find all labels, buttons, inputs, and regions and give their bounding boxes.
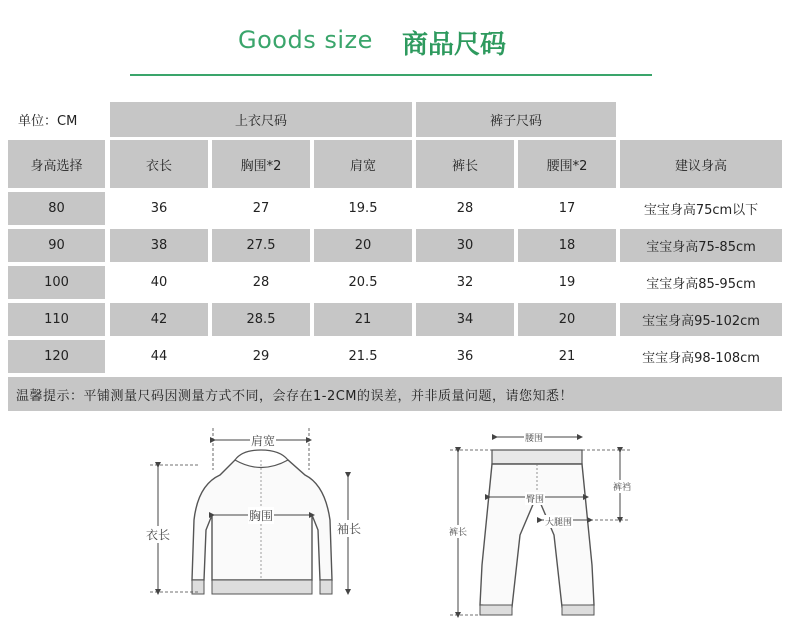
title-chinese: 商品尺码	[402, 30, 507, 60]
cell-chest: 27.5	[212, 229, 310, 262]
table-row	[8, 303, 782, 336]
table-header-row	[8, 140, 782, 188]
measurement-notice: 温馨提示：平铺测量尺码因测量方式不同，会存在1-2CM的误差，并非质量问题，请您知悉！	[8, 377, 782, 411]
label-hip: 臀围	[525, 492, 545, 505]
group-top-size: 上衣尺码	[110, 102, 412, 137]
cell-size: 110	[8, 303, 105, 336]
cell-shoulder: 20.5	[314, 266, 412, 299]
cell-shoulder: 19.5	[314, 192, 412, 225]
cell-suggested-height: 宝宝身高75cm以下	[620, 192, 782, 225]
cell-pants-length: 36	[416, 340, 514, 373]
group-pants-size: 裤子尺码	[416, 102, 616, 137]
col-top-length: 衣长	[110, 140, 208, 188]
label-pants-length: 裤长	[448, 525, 468, 538]
col-waist: 腰围*2	[518, 140, 616, 188]
cell-size: 100	[8, 266, 105, 299]
label-waist: 腰围	[524, 431, 544, 444]
cell-chest: 28.5	[212, 303, 310, 336]
cell-suggested-height: 宝宝身高85-95cm	[620, 266, 782, 299]
pants-measure-diagram	[440, 425, 650, 630]
col-pants-length: 裤长	[416, 140, 514, 188]
cell-chest: 27	[212, 192, 310, 225]
cell-pants-length: 30	[416, 229, 514, 262]
cell-shoulder: 21.5	[314, 340, 412, 373]
col-chest: 胸围*2	[212, 140, 310, 188]
cell-chest: 28	[212, 266, 310, 299]
label-shoulder: 肩宽	[251, 434, 276, 448]
cell-pants-length: 32	[416, 266, 514, 299]
cell-top-length: 40	[110, 266, 208, 299]
cell-top-length: 38	[110, 229, 208, 262]
title-divider	[130, 74, 652, 76]
label-thigh: 大腿围	[544, 515, 573, 528]
cell-waist: 18	[518, 229, 616, 262]
cell-suggested-height: 宝宝身高95-102cm	[620, 303, 782, 336]
col-height-select: 身高选择	[8, 140, 105, 188]
cell-pants-length: 34	[416, 303, 514, 336]
cell-size: 120	[8, 340, 105, 373]
top-measure-diagram	[140, 420, 390, 635]
label-rise: 裤裆	[612, 480, 632, 493]
unit-label: 单位：CM	[8, 102, 105, 137]
table-row	[8, 266, 782, 299]
cell-top-length: 42	[110, 303, 208, 336]
table-row	[8, 229, 782, 262]
page-header	[0, 0, 790, 80]
title-english: Goods size	[238, 26, 373, 54]
col-suggested-height: 建议身高	[620, 140, 782, 188]
cell-size: 90	[8, 229, 105, 262]
cell-pants-length: 28	[416, 192, 514, 225]
cell-shoulder: 20	[314, 229, 412, 262]
table-row	[8, 340, 782, 373]
cell-size: 80	[8, 192, 105, 225]
cell-top-length: 36	[110, 192, 208, 225]
label-sleeve: 袖长	[337, 522, 362, 536]
cell-suggested-height: 宝宝身高75-85cm	[620, 229, 782, 262]
cell-waist: 20	[518, 303, 616, 336]
cell-waist: 17	[518, 192, 616, 225]
label-chest: 胸围	[249, 509, 274, 523]
table-group-row	[8, 102, 782, 137]
label-top-length: 衣长	[146, 528, 171, 542]
cell-waist: 19	[518, 266, 616, 299]
table-row	[8, 192, 782, 225]
cell-chest: 29	[212, 340, 310, 373]
cell-shoulder: 21	[314, 303, 412, 336]
col-shoulder: 肩宽	[314, 140, 412, 188]
cell-waist: 21	[518, 340, 616, 373]
cell-top-length: 44	[110, 340, 208, 373]
cell-suggested-height: 宝宝身高98-108cm	[620, 340, 782, 373]
